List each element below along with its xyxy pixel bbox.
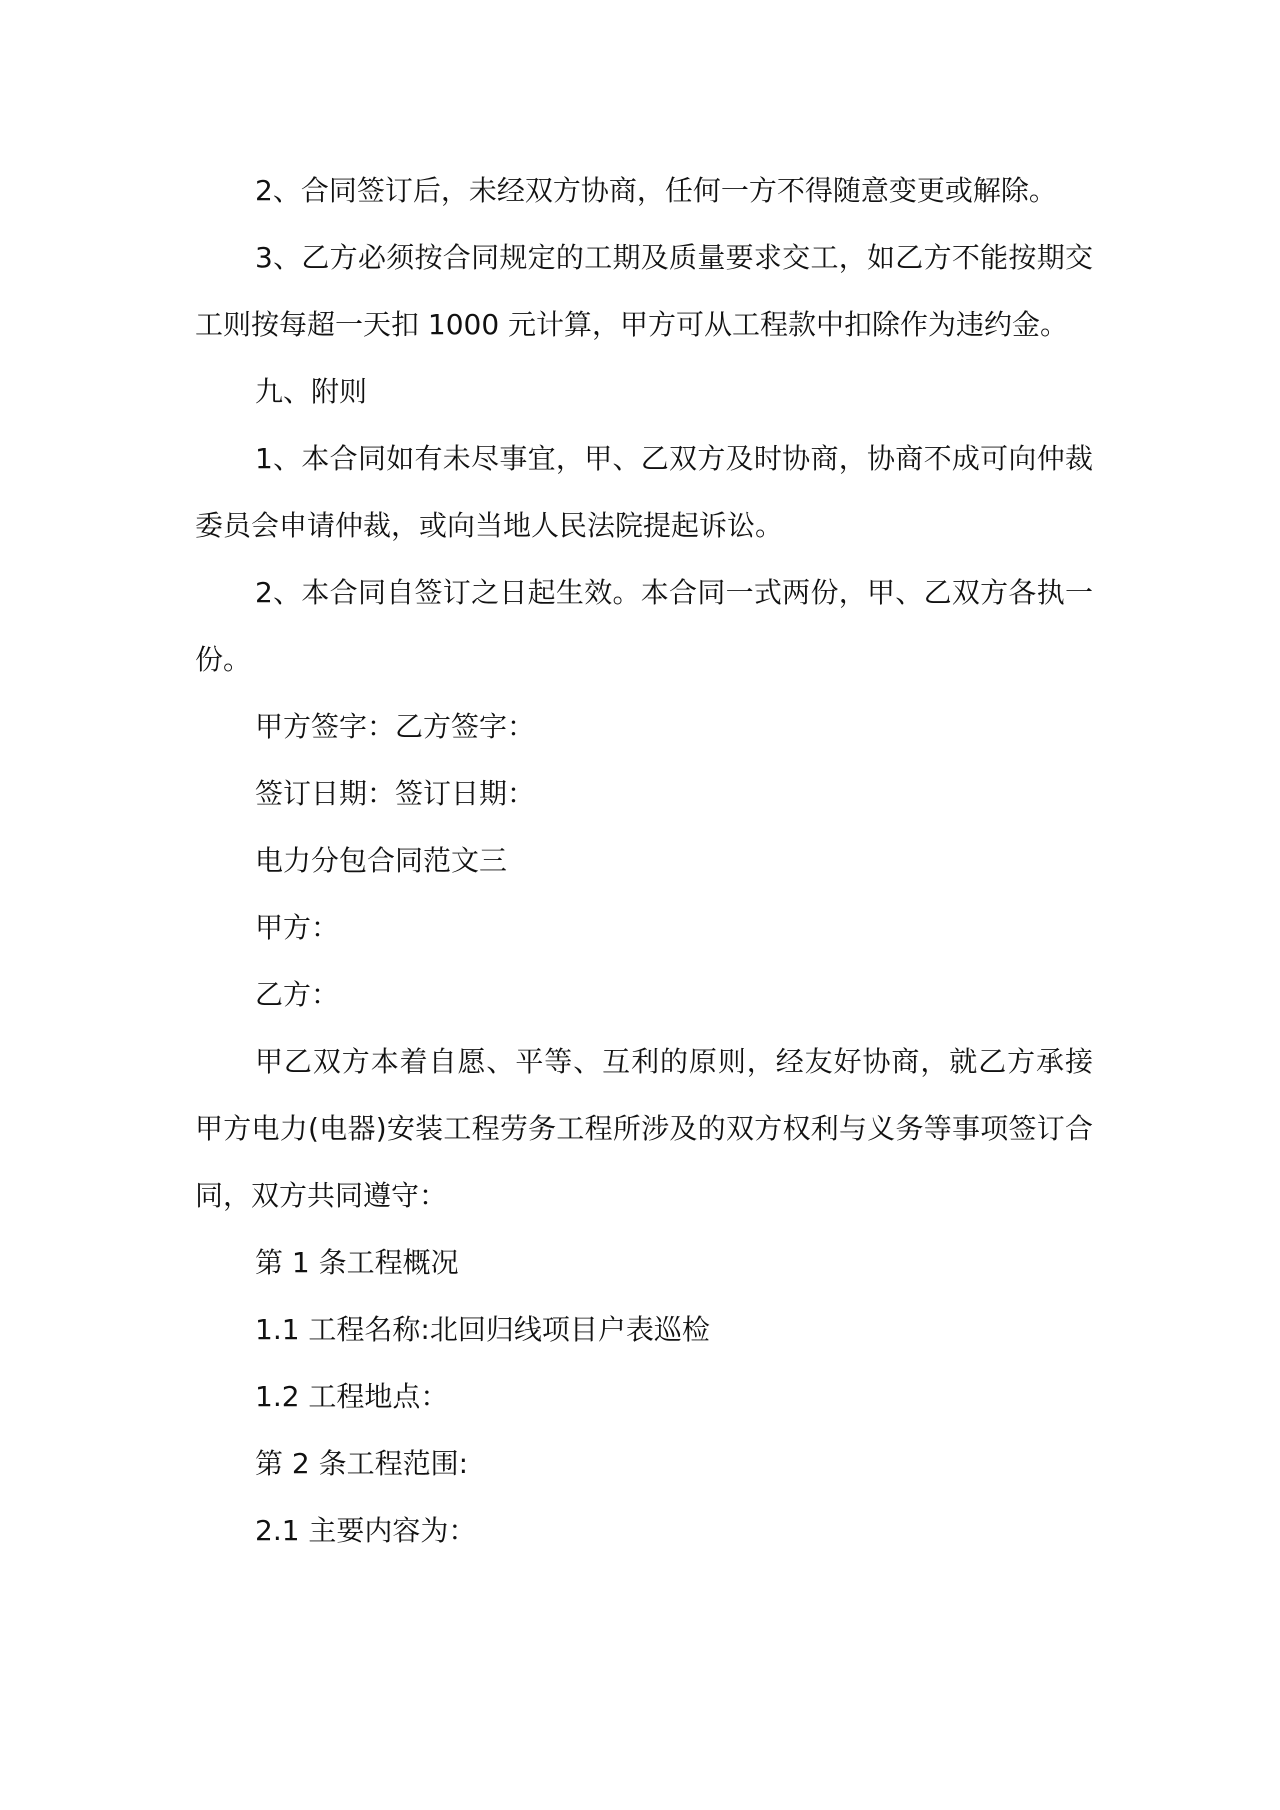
main-content-line: 2.1 主要内容为： [255, 1514, 477, 1547]
paragraph-dispute-clause: 1、本合同如有未尽事宜，甲、乙双方及时协商，协商不成可向仲裁委员会申请仲裁，或向当地人民法院提起诉讼。 [195, 442, 1093, 542]
paragraph-delay-penalty-clause: 3、乙方必须按合同规定的工期及质量要求交工，如乙方不能按期交工则按每超一天扣 1000 元计算，甲方可从工程款中扣除作为违约金。 [195, 241, 1093, 341]
article-1-heading: 第 1 条工程概况 [255, 1246, 459, 1279]
signing-date-line: 签订日期：签订日期： [255, 777, 536, 810]
party-b-line: 乙方： [255, 978, 340, 1011]
project-name-line: 1.1 工程名称:北回归线项目户表巡检 [255, 1313, 710, 1346]
paragraph-preamble: 甲乙双方本着自愿、平等、互利的原则，经友好协商，就乙方承接甲方电力(电器)安装工程劳务工程所涉及的双方权利与义务等事项签订合同，双方共同遵守： [195, 1045, 1093, 1212]
party-a-line: 甲方： [255, 911, 340, 944]
paragraph-effective-clause: 2、本合同自签订之日起生效。本合同一式两份，甲、乙双方各执一份。 [195, 576, 1093, 676]
document-subtitle: 电力分包合同范文三 [255, 844, 508, 877]
article-2-heading: 第 2 条工程范围: [255, 1447, 469, 1480]
document-body [195, 157, 1093, 1564]
section-heading-supplementary: 九、附则 [255, 375, 368, 408]
paragraph-contract-change-clause: 2、合同签订后，未经双方协商，任何一方不得随意变更或解除。 [255, 174, 1057, 207]
project-location-line: 1.2 工程地点： [255, 1380, 449, 1413]
signature-line: 甲方签字：乙方签字： [255, 710, 536, 743]
